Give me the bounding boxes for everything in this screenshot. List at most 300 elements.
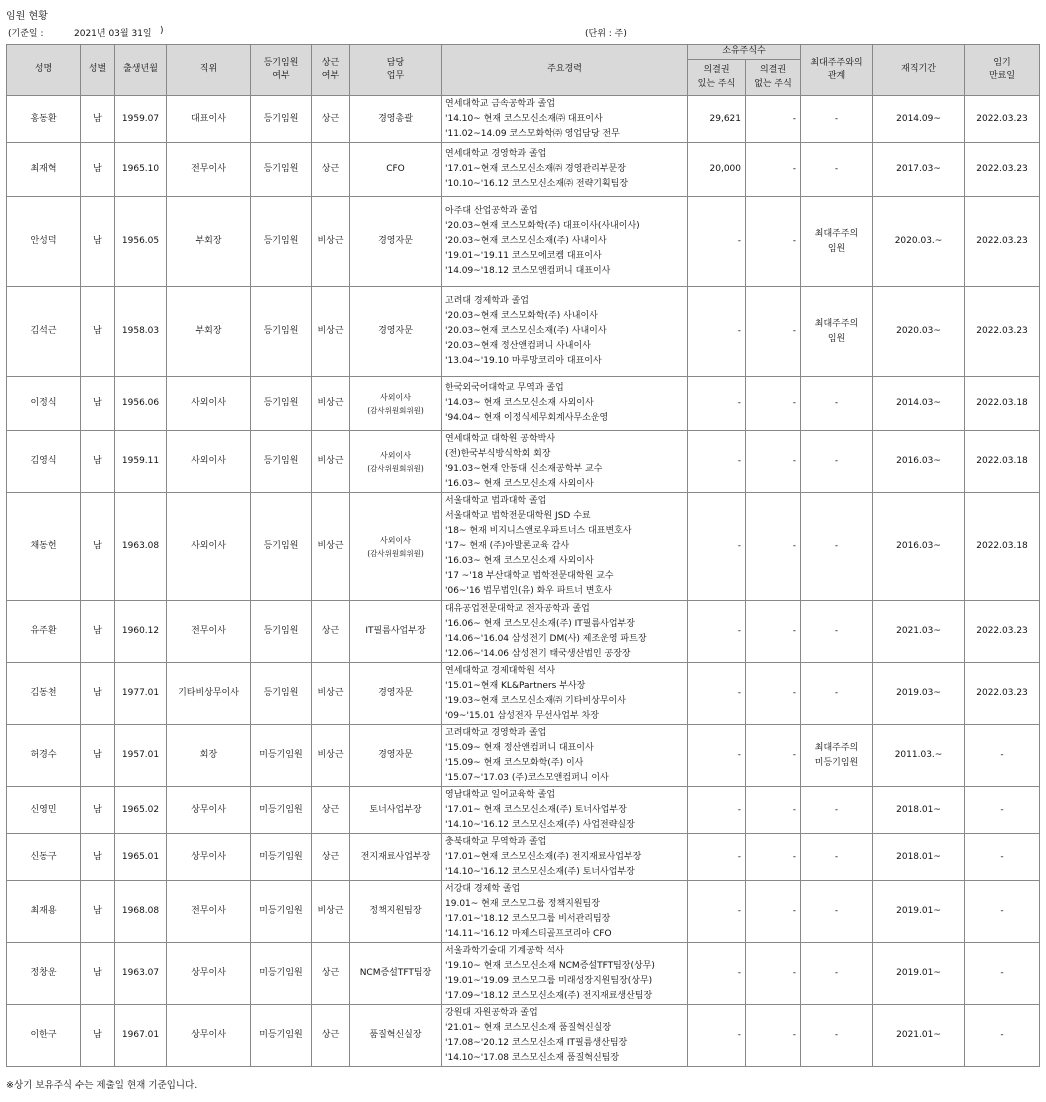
cell-duty	[350, 197, 442, 287]
career-line: '13.04~'19.10 마루망코리아 대표이사	[445, 356, 602, 366]
header-fulltime-l1: 상근	[321, 57, 340, 68]
header-tenure: 재직기간	[873, 45, 965, 96]
cell-name: 채동헌	[7, 493, 81, 601]
page-title: 임원 현황	[6, 11, 48, 22]
cell-duty	[350, 1005, 442, 1067]
career-line: '14.10~'16.12 코스모신소재(주) 사업전략실장	[445, 819, 635, 830]
cell-fulltime: 상근	[312, 834, 350, 881]
cell-career	[442, 601, 688, 663]
career-line: '15.07~'17.03 (주)코스모앤컴퍼니 이사	[445, 772, 609, 783]
cell-duty	[350, 725, 442, 787]
cell-career	[442, 143, 688, 197]
cell-relation	[801, 663, 873, 725]
cell-term: -	[965, 787, 1040, 834]
cell-term: 2022.03.23	[965, 197, 1040, 287]
cell-fulltime: 비상근	[312, 287, 350, 377]
career-line: 서울대학교 법학전문대학원 JSD 수료	[445, 511, 591, 521]
cell-fulltime: 비상근	[312, 431, 350, 493]
career-line: 서강대 경제학 졸업	[445, 883, 521, 894]
cell-registered: 미등기임원	[251, 881, 312, 943]
cell-duty	[350, 143, 442, 197]
cell-gender: 남	[81, 493, 115, 601]
cell-nonvoting-shares: -	[746, 431, 801, 493]
career-line: '18~ 현재 비지니스앤로우파트너스 대표변호사	[445, 526, 632, 536]
cell-duty	[350, 881, 442, 943]
career-line: '20.03~현재 정산앤컴퍼니 사내이사	[445, 341, 591, 351]
cell-gender: 남	[81, 143, 115, 197]
cell-name: 김영식	[7, 431, 81, 493]
header-birth: 출생년월	[115, 45, 167, 96]
relation-line: 임원	[827, 243, 846, 254]
cell-voting-shares: 29,621	[688, 96, 746, 143]
career-line: 고려대 경제학과 졸업	[445, 296, 529, 306]
career-line: (전)한국부식방식학회 회장	[445, 448, 551, 459]
duty-line: 경영자문	[378, 750, 413, 760]
cell-voting-shares: -	[688, 881, 746, 943]
cell-position: 상무이사	[167, 943, 251, 1005]
executives-table	[6, 44, 1040, 1067]
career-line: '21.01~ 현재 코스모신소재 품질혁신실장	[445, 1022, 612, 1033]
cell-position: 상무이사	[167, 787, 251, 834]
cell-fulltime: 비상근	[312, 725, 350, 787]
unit-label: (단위 : 주)	[585, 29, 627, 39]
cell-fulltime: 비상근	[312, 377, 350, 431]
cell-registered: 등기임원	[251, 377, 312, 431]
table-row	[7, 881, 1040, 943]
cell-fulltime: 상근	[312, 943, 350, 1005]
cell-position: 기타비상무이사	[167, 663, 251, 725]
header-term-l2: 만료일	[988, 71, 1016, 81]
header-career: 주요경력	[442, 45, 688, 96]
cell-term: 2022.03.23	[965, 143, 1040, 197]
cell-duty	[350, 431, 442, 493]
cell-career	[442, 663, 688, 725]
cell-career	[442, 431, 688, 493]
cell-registered: 등기임원	[251, 287, 312, 377]
career-line: '19.01~'19.11 코스모에코켐 대표이사	[445, 251, 602, 261]
header-registered-l1: 등기임원	[263, 57, 299, 68]
cell-relation	[801, 1005, 873, 1067]
cell-career	[442, 493, 688, 601]
cell-gender: 남	[81, 431, 115, 493]
header-voting-l2: 있는 주식	[697, 78, 736, 89]
career-line: '19.03~현재 코스모신소재㈜ 기타비상무이사	[445, 695, 626, 706]
base-date: 2021년 03월 31일	[74, 29, 152, 39]
cell-duty	[350, 493, 442, 601]
table-row	[7, 725, 1040, 787]
cell-tenure: 2011.03.~	[873, 725, 965, 787]
career-line: '16.03~ 현재 코스모신소재 사외이사	[445, 478, 594, 489]
table-row	[7, 431, 1040, 493]
cell-term: 2022.03.18	[965, 493, 1040, 601]
cell-fulltime: 상근	[312, 143, 350, 197]
table-row	[7, 377, 1040, 431]
relation-line: 최대주주의	[814, 318, 859, 329]
career-line: '94.04~ 현재 이정식세무회계사무소운영	[445, 413, 609, 423]
career-line: '15.09~ 현재 정산앤컴퍼니 대표이사	[445, 742, 594, 753]
base-date-close: )	[160, 26, 164, 36]
cell-birth: 1977.01	[115, 663, 167, 725]
duty-line: 토너사업부장	[369, 804, 422, 815]
cell-relation	[801, 493, 873, 601]
table-row	[7, 787, 1040, 834]
cell-registered: 미등기임원	[251, 1005, 312, 1067]
cell-gender: 남	[81, 787, 115, 834]
cell-nonvoting-shares: -	[746, 96, 801, 143]
cell-nonvoting-shares: -	[746, 787, 801, 834]
cell-voting-shares: -	[688, 601, 746, 663]
cell-fulltime: 비상근	[312, 197, 350, 287]
career-line: '17.01~현재 코스모신소재(주) 전지재료사업부장	[445, 851, 642, 862]
cell-term: -	[965, 834, 1040, 881]
cell-voting-shares: -	[688, 377, 746, 431]
cell-gender: 남	[81, 1005, 115, 1067]
cell-nonvoting-shares: -	[746, 663, 801, 725]
cell-name: 김동천	[7, 663, 81, 725]
cell-birth: 1960.12	[115, 601, 167, 663]
career-line: 19.01~ 현재 코스모그룹 정책지원팀장	[445, 898, 600, 909]
relation-line: 미등기임원	[814, 757, 859, 768]
cell-voting-shares: -	[688, 1005, 746, 1067]
cell-position: 사외이사	[167, 431, 251, 493]
relation-line: -	[834, 456, 839, 466]
cell-gender: 남	[81, 881, 115, 943]
cell-birth: 1963.07	[115, 943, 167, 1005]
cell-birth: 1957.01	[115, 725, 167, 787]
cell-term: 2022.03.23	[965, 663, 1040, 725]
cell-nonvoting-shares: -	[746, 1005, 801, 1067]
cell-nonvoting-shares: -	[746, 287, 801, 377]
cell-tenure: 2019.01~	[873, 881, 965, 943]
cell-position: 부회장	[167, 197, 251, 287]
cell-position: 상무이사	[167, 834, 251, 881]
cell-gender: 남	[81, 834, 115, 881]
career-line: '14.10~ 현재 코스모신소재㈜ 대표이사	[445, 113, 603, 124]
career-line: '17~ 현재 (주)아발론교육 감사	[445, 541, 570, 551]
table-row	[7, 834, 1040, 881]
cell-registered: 등기임원	[251, 197, 312, 287]
duty-line: (감사위원회위원)	[367, 548, 424, 558]
cell-gender: 남	[81, 287, 115, 377]
career-line: '14.11~'16.12 마제스티골프코리아 CFO	[445, 928, 612, 939]
cell-voting-shares: -	[688, 431, 746, 493]
cell-term: -	[965, 943, 1040, 1005]
career-line: '14.03~ 현재 코스모신소재 사외이사	[445, 398, 594, 408]
cell-relation	[801, 143, 873, 197]
cell-career	[442, 1005, 688, 1067]
cell-fulltime: 상근	[312, 601, 350, 663]
header-voting-l1: 의결권	[703, 65, 730, 76]
cell-position: 전무이사	[167, 881, 251, 943]
career-line: '17.01~현재 코스모신소재㈜ 경영관리부문장	[445, 164, 626, 174]
cell-name: 신동구	[7, 834, 81, 881]
career-line: '06~'16 법무법인(유) 화우 파트너 변호사	[445, 586, 612, 596]
cell-relation	[801, 834, 873, 881]
relation-line: 최대주주의	[814, 228, 859, 239]
career-line: 연세대학교 경영학과 졸업	[445, 149, 547, 159]
cell-career	[442, 787, 688, 834]
career-line: 강원대 자원공학과 졸업	[445, 1007, 538, 1018]
cell-birth: 1963.08	[115, 493, 167, 601]
cell-registered: 등기임원	[251, 96, 312, 143]
table-body	[7, 96, 1040, 1067]
career-line: '17.08~'20.12 코스모신소재 IT필름생산팀장	[445, 1037, 628, 1048]
cell-position: 부회장	[167, 287, 251, 377]
cell-fulltime: 상근	[312, 96, 350, 143]
duty-line: 경영총괄	[378, 113, 413, 124]
cell-position: 회장	[167, 725, 251, 787]
cell-career	[442, 834, 688, 881]
header-registered	[251, 45, 312, 96]
cell-birth: 1959.11	[115, 431, 167, 493]
cell-registered: 미등기임원	[251, 725, 312, 787]
cell-gender: 남	[81, 601, 115, 663]
cell-position: 전무이사	[167, 601, 251, 663]
cell-position: 전무이사	[167, 143, 251, 197]
cell-tenure: 2019.01~	[873, 943, 965, 1005]
cell-gender: 남	[81, 943, 115, 1005]
career-line: '14.09~'18.12 코스모앤컴퍼니 대표이사	[445, 266, 611, 276]
cell-fulltime: 상근	[312, 1005, 350, 1067]
cell-duty	[350, 663, 442, 725]
header-relation	[801, 45, 873, 96]
career-line: '09~'15.01 삼성전자 무선사업부 차장	[445, 710, 599, 721]
cell-nonvoting-shares: -	[746, 943, 801, 1005]
cell-career	[442, 943, 688, 1005]
header-name: 성명	[7, 45, 81, 96]
relation-line: 임원	[827, 333, 846, 344]
cell-position: 사외이사	[167, 493, 251, 601]
relation-line: -	[834, 804, 839, 815]
table-row	[7, 96, 1040, 143]
cell-birth: 1959.07	[115, 96, 167, 143]
cell-registered: 등기임원	[251, 663, 312, 725]
cell-duty	[350, 601, 442, 663]
cell-tenure: 2016.03~	[873, 431, 965, 493]
cell-registered: 등기임원	[251, 143, 312, 197]
cell-tenure: 2020.03.~	[873, 197, 965, 287]
cell-nonvoting-shares: -	[746, 881, 801, 943]
cell-relation	[801, 96, 873, 143]
cell-voting-shares: -	[688, 663, 746, 725]
cell-term: -	[965, 725, 1040, 787]
duty-line: 사외이사	[380, 392, 411, 402]
career-line: 영남대학교 일어교육학 졸업	[445, 789, 556, 800]
relation-line: -	[834, 541, 839, 551]
duty-line: 전지재료사업부장	[360, 851, 431, 862]
base-date-label: (기준일 :	[8, 29, 44, 39]
header-duty-l1: 담당	[386, 57, 405, 68]
cell-term: 2022.03.23	[965, 601, 1040, 663]
career-line: '17.01~'18.12 코스모그룹 비서관리팀장	[445, 913, 611, 924]
career-line: 아주대 산업공학과 졸업	[445, 206, 538, 216]
duty-line: 품질혁신실장	[369, 1030, 422, 1040]
cell-relation	[801, 431, 873, 493]
relation-line: -	[834, 164, 839, 174]
career-line: 대유공업전문대학교 전자공학과 졸업	[445, 603, 590, 614]
cell-name: 신영민	[7, 787, 81, 834]
relation-line: -	[834, 626, 839, 636]
career-line: 연세대학교 금속공학과 졸업	[445, 98, 556, 109]
header-term-l1: 임기	[993, 57, 1011, 68]
cell-birth: 1965.02	[115, 787, 167, 834]
table-row	[7, 1005, 1040, 1067]
career-line: 충북대학교 무역학과 졸업	[445, 836, 547, 847]
career-line: '14.10~'17.08 코스모신소재 품질혁신팀장	[445, 1052, 620, 1063]
duty-line: (감사위원회위원)	[367, 463, 424, 473]
cell-relation	[801, 197, 873, 287]
header-relation-l1: 최대주주와의	[810, 57, 863, 68]
cell-tenure: 2020.03~	[873, 287, 965, 377]
career-line: '15.01~현재 KL&Partners 부사장	[445, 680, 586, 691]
career-line: '15.09~ 현재 코스모화학(주) 이사	[445, 757, 584, 768]
cell-relation	[801, 881, 873, 943]
career-line: '17 ~'18 부산대학교 법학전문대학원 교수	[445, 571, 614, 581]
cell-voting-shares: 20,000	[688, 143, 746, 197]
cell-name: 허경수	[7, 725, 81, 787]
career-line: 연세대학교 경제대학원 석사	[445, 665, 556, 676]
cell-voting-shares: -	[688, 493, 746, 601]
career-line: '14.10~'16.12 코스모신소재(주) 토너사업부장	[445, 866, 635, 877]
cell-voting-shares: -	[688, 287, 746, 377]
cell-name: 이정식	[7, 377, 81, 431]
header-nonvoting-l2: 없는 주식	[754, 78, 792, 89]
relation-line: -	[834, 398, 839, 408]
cell-position: 상무이사	[167, 1005, 251, 1067]
cell-nonvoting-shares: -	[746, 197, 801, 287]
cell-relation	[801, 287, 873, 377]
cell-relation	[801, 943, 873, 1005]
cell-voting-shares: -	[688, 197, 746, 287]
header-shares: 소유주식수	[688, 45, 801, 60]
duty-line: 경영자문	[378, 326, 413, 336]
cell-birth: 1958.03	[115, 287, 167, 377]
header-duty-l2: 업무	[386, 71, 405, 81]
career-line: '20.03~현재 코스모신소재(주) 사내이사	[445, 326, 607, 336]
career-line: '11.02~14.09 코스모화학㈜ 영업담당 전무	[445, 128, 620, 139]
career-line: 서울과학기술대 기계공학 석사	[445, 945, 564, 956]
relation-line: -	[834, 113, 839, 124]
relation-line: -	[834, 1030, 839, 1040]
cell-name: 최재용	[7, 881, 81, 943]
cell-fulltime: 비상근	[312, 493, 350, 601]
cell-voting-shares: -	[688, 943, 746, 1005]
cell-tenure: 2014.09~	[873, 96, 965, 143]
cell-tenure: 2021.03~	[873, 601, 965, 663]
career-line: 연세대학교 대학원 공학박사	[445, 433, 556, 444]
cell-fulltime: 비상근	[312, 663, 350, 725]
career-line: '20.03~현재 코스모신소재(주) 사내이사	[445, 236, 607, 246]
cell-tenure: 2018.01~	[873, 787, 965, 834]
cell-registered: 등기임원	[251, 493, 312, 601]
career-line: '16.06~ 현재 코스모신소재(주) IT필름사업부장	[445, 618, 635, 629]
relation-line: -	[834, 906, 839, 916]
career-line: 서울대학교 법과대학 졸업	[445, 496, 547, 506]
header-nonvoting	[746, 60, 801, 96]
cell-nonvoting-shares: -	[746, 493, 801, 601]
cell-term: 2022.03.23	[965, 96, 1040, 143]
career-line: '20.03~현재 코스모화학(주) 대표이사(사내이사)	[445, 221, 640, 231]
career-line: '17.01~ 현재 코스모신소재(주) 토너사업부장	[445, 804, 627, 815]
relation-line: -	[834, 688, 839, 698]
cell-term: 2022.03.18	[965, 377, 1040, 431]
cell-nonvoting-shares: -	[746, 834, 801, 881]
cell-career	[442, 377, 688, 431]
cell-nonvoting-shares: -	[746, 377, 801, 431]
cell-name: 홍동환	[7, 96, 81, 143]
header-nonvoting-l1: 의결권	[759, 65, 787, 76]
header-relation-l2: 관계	[827, 71, 846, 81]
career-line: '12.06~'14.06 삼성전기 태국생산법인 공장장	[445, 648, 631, 659]
cell-career	[442, 287, 688, 377]
cell-name: 안성덕	[7, 197, 81, 287]
cell-voting-shares: -	[688, 787, 746, 834]
header-voting	[688, 60, 746, 96]
cell-term: 2022.03.18	[965, 431, 1040, 493]
cell-name: 최재혁	[7, 143, 81, 197]
table-row	[7, 663, 1040, 725]
cell-registered: 미등기임원	[251, 943, 312, 1005]
cell-gender: 남	[81, 663, 115, 725]
cell-birth: 1968.08	[115, 881, 167, 943]
cell-name: 정창운	[7, 943, 81, 1005]
cell-term: 2022.03.23	[965, 287, 1040, 377]
header-gender: 성별	[81, 45, 115, 96]
cell-fulltime: 비상근	[312, 881, 350, 943]
cell-registered: 등기임원	[251, 431, 312, 493]
cell-fulltime: 상근	[312, 787, 350, 834]
cell-term: -	[965, 881, 1040, 943]
header-fulltime-l2: 여부	[321, 71, 340, 81]
cell-gender: 남	[81, 96, 115, 143]
cell-birth: 1965.01	[115, 834, 167, 881]
table-row	[7, 143, 1040, 197]
footnote: ※상기 보유주식 수는 제출일 현재 기준입니다.	[6, 1080, 198, 1091]
cell-tenure: 2014.03~	[873, 377, 965, 431]
duty-line: 경영자문	[378, 688, 413, 698]
cell-relation	[801, 377, 873, 431]
cell-name: 유주환	[7, 601, 81, 663]
cell-voting-shares: -	[688, 725, 746, 787]
career-line: '91.03~현재 안동대 신소재공학부 교수	[445, 463, 603, 474]
header-term	[965, 45, 1040, 96]
cell-birth: 1967.01	[115, 1005, 167, 1067]
cell-duty	[350, 943, 442, 1005]
cell-gender: 남	[81, 377, 115, 431]
cell-tenure: 2019.03~	[873, 663, 965, 725]
cell-registered: 미등기임원	[251, 787, 312, 834]
career-line: '19.10~ 현재 코스모신소재 NCM증설TFT팀장(상무)	[445, 960, 655, 971]
cell-term: -	[965, 1005, 1040, 1067]
cell-registered: 등기임원	[251, 601, 312, 663]
cell-tenure: 2021.01~	[873, 1005, 965, 1067]
duty-line: CFO	[386, 164, 405, 174]
duty-line: IT필름사업부장	[365, 626, 426, 636]
cell-birth: 1956.05	[115, 197, 167, 287]
relation-line: 최대주주의	[814, 742, 859, 753]
career-line: '20.03~현재 코스모화학(주) 사내이사	[445, 311, 598, 321]
cell-nonvoting-shares: -	[746, 601, 801, 663]
cell-tenure: 2016.03~	[873, 493, 965, 601]
cell-duty	[350, 834, 442, 881]
cell-birth: 1965.10	[115, 143, 167, 197]
cell-name: 김석근	[7, 287, 81, 377]
header-position: 직위	[167, 45, 251, 96]
career-line: '10.10~'16.12 코스모신소재㈜ 전략기획팀장	[445, 179, 629, 189]
duty-line: NCM증설TFT팀장	[359, 968, 432, 978]
header-fulltime	[312, 45, 350, 96]
cell-gender: 남	[81, 725, 115, 787]
